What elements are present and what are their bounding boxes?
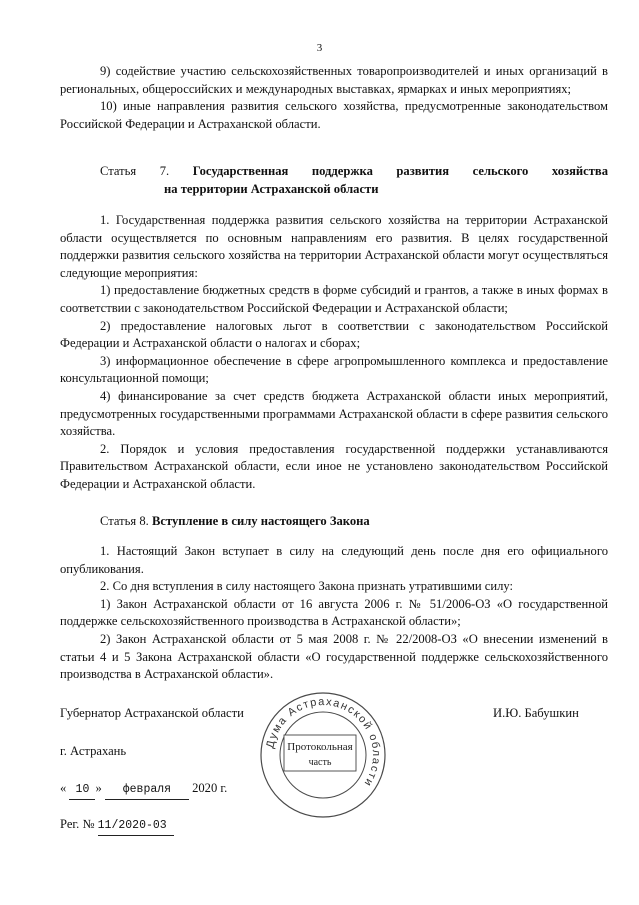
duma-stamp (258, 690, 388, 820)
article7-title-line2: на территории Астраханской области (164, 181, 379, 196)
intro-paragraph: 10) иные направления развития сельского хозяйства, предусмотренные законодательством Российской Федерации и Астраханской области. (60, 99, 608, 131)
article8-paragraph: 1) Закон Астраханской области от 16 августа 2006 г. № 51/2006-ОЗ «О государственной поддержке сельскохозяйственного производства в Астраханской области»; (60, 596, 608, 629)
article8-paragraph: 2) Закон Астраханской области от 5 мая 2008 г. № 22/2008-ОЗ «О внесении изменений в статьи 4 и 5 Закона Астраханской области «О государственной поддержке сельскохозяйственного производства в Астраханской области». (60, 631, 608, 682)
stamp-ring-text: Дума Астраханской области (264, 695, 383, 790)
date-open-quote: « (60, 781, 67, 795)
article8-prefix: Статья 8. (100, 514, 149, 528)
intro-section (60, 63, 608, 133)
article7-paragraph: 2) предоставление налоговых льгот в соответствии с законодательством Российской Федерации и Астраханской области о налогах и сборах; (60, 318, 608, 351)
date-year: 2020 г. (192, 781, 228, 795)
place: г. Астрахань (60, 744, 127, 758)
article8-title: Вступление в силу настоящего Закона (151, 514, 370, 528)
date-close-quote: » (95, 781, 102, 795)
article8-heading (100, 513, 370, 531)
article7-title-line1: Государственная поддержка развития сельского хозяйства (192, 164, 609, 178)
article7-heading (100, 163, 608, 198)
article7-paragraph: 1. Государственная поддержка развития сельского хозяйства на территории Астраханской области осуществляется по основным направлениям его развития. В целях государственной поддержки развития сельского хозяйства на территории Астраханской области могут осуществляться следующие мероприятия: (60, 213, 608, 280)
article7-paragraph: 3) информационное обеспечение в сфере агропромышленного комплекса и предоставление консультационной помощи; (60, 353, 608, 386)
governor-position: Губернатор Астраханской области (60, 706, 244, 720)
stamp-center-line1: Протокольная (287, 741, 353, 753)
article7-body (60, 212, 608, 494)
page-number: 3 (316, 42, 323, 54)
date-line (60, 780, 227, 800)
date-month: февраля (105, 781, 189, 800)
intro-paragraph: 9) содействие участию сельскохозяйственных товаропроизводителей и иных организаций в региональных, общероссийских и международных выставках, ярмарках и иных мероприятиях; (60, 64, 608, 96)
registration-label: Рег. № (60, 817, 95, 831)
registration-line (60, 816, 174, 836)
governor-name: И.Ю. Бабушкин (493, 706, 579, 720)
article8-body (60, 543, 608, 684)
article7-prefix: Статья 7. (100, 164, 170, 178)
article7-paragraph: 4) финансирование за счет средств бюджета Астраханской области иных мероприятий, предусмотренных государственными программами Астраханской области в сфере развития сельского хозяйства. (60, 388, 608, 439)
registration-number: 11/2020-03 (98, 817, 174, 836)
article8-paragraph: 2. Со дня вступления в силу настоящего Закона признать утратившими силу: (100, 579, 514, 594)
stamp-center-line2: часть (308, 757, 332, 768)
article7-paragraph: 2. Порядок и условия предоставления государственной поддержки устанавливаются Правительством Астраханской области, если иное не установлено законодательством Российской Федерации и Астраханской области. (60, 441, 608, 491)
article8-paragraph: 1. Настоящий Закон вступает в силу на следующий день после дня его официального опубликования. (60, 544, 608, 576)
date-day: 10 (69, 781, 95, 800)
article7-paragraph: 1) предоставление бюджетных средств в форме субсидий и грантов, а также в иных формах в соответствии с законодательством Российской Федерации и Астраханской области; (60, 283, 608, 315)
